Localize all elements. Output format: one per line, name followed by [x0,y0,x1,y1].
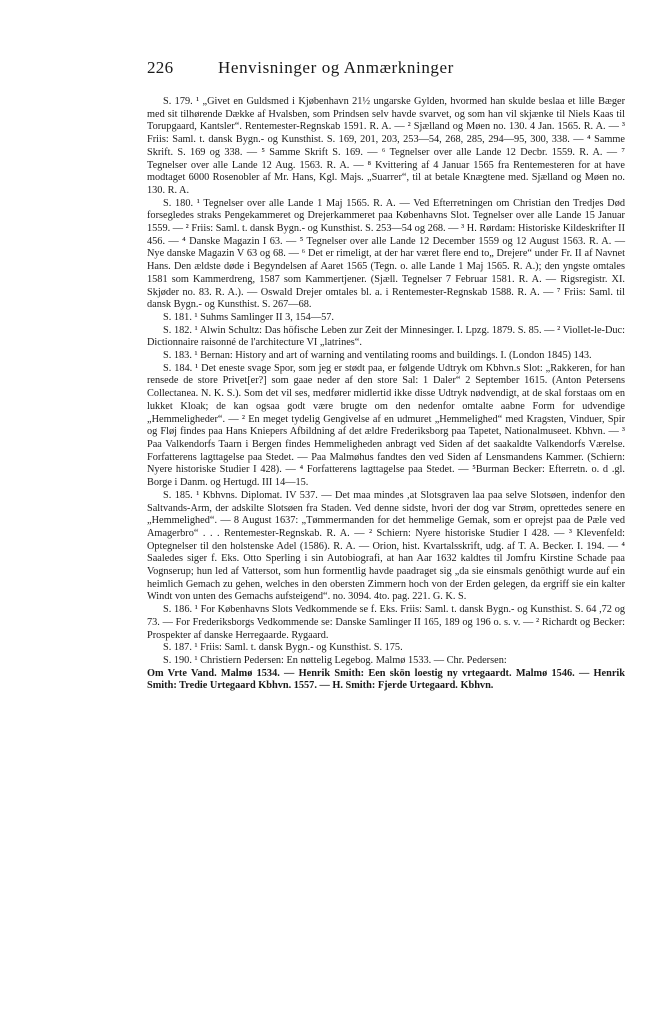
note-paragraph: S. 190. ¹ Christiern Pedersen: En nøttelig Legebog. Malmø 1533. — Chr. Pedersen: [163,654,507,666]
running-title: Henvisninger og Anmærkninger [218,58,454,77]
note-paragraph: S. 181. ¹ Suhms Samlinger II 3, 154—57. [163,311,334,323]
note-paragraph: S. 185. ¹ Kbhvns. Diplomat. IV 537. — Det maa mindes ,at Slotsgraven laa paa selve Slotsøen, indenfor den Saltvands-Arm, der adskilte Slotsøen fra Staden. Ved denne sidste, hvori der dog var Strøm, oprettedes senere en „Hemmelighed“. — 8 August 1637: „Tømmermanden for det hemmelige Gemak, som er oprejst paa de Pæle ved Amagerbro“ . . . Rentemester-Regnskab. R. A. — ² Schiern: Nyere historiske Studier I 428. — ³ Klevenfeld: Optegnelser til den holstenske Adel (1586). R. A. — Orion, hist. Kvartalsskrift, udg. af T. A. Becker. I. 194. — ⁴ Saaledes siger f. Eks. Otto Sperling i sin Autobiografi, at han Aar 1632 kaldtes til Jomfru Kirstine Schade paa Vognserup; hun led af Vattersot, som hun formentlig havde paadraget sig „da sie einsmals genöthigt wurde auf ein heimlich Gemach zu gehen, welches in den obersten Zimmern hoch von der Erden gelegen, da ergriff sie ein kalter Windt von unten des Gemachs aufsteigend“. no. 3094. 4to. pag. 221. G. K. S. [147,489,625,603]
page-header [0,58,672,82]
bold-references: Om Vrte Vand. Malmø 1534. — Henrik Smith: Een skön loestig ny vrtegaardt. Malmø 1546. — Henrik Smith: Tredie Urtegaard Kbhvn. 1557. — H. Smith: Fjerde Urtegaard. Kbhvn. [147,667,625,692]
note-paragraph: S. 184. ¹ Det eneste svage Spor, som jeg er stødt paa, er følgende Udtryk om Kbhvn.s Slot: „Rakkeren, for han rensede de store Privet[er?] som gaae neder af den store Sal: 1 Daler“ 2 September 1615. (Anton Petersens Collectanea. N. K. S.). Som det vil ses, medfører midlertid ikke disse Udtryk nødvendigt, at de skal forstaas om en lukket Kloak; de kan ogsaa godt være brugte om den nedenfor omtalte aabne Form for udvendige „Hemmeligheder“. — ² En meget tydelig Gengivelse af en udmuret „Hemmelighed“ med Kragsten, Vinduer, Spir og Fløj findes paa Hans Kniepers Afbildning af det ældre Frederiksborg paa Tapetet, Nationalmuseet. Kbhvn. — ³ Paa Valkendorfs Taarn i Bergen findes Hemmeligheden anbragt ved Siden af det saakaldte Valkendorfs Værelse. Forfatterens lagttagelse paa Stedet. — Paa Malmøhus fandtes den ved Siden af Lensmandens Kammer. (Schiern: Nyere historiske Studier I 428). — ⁴ Forfatterens lagttagelse paa Stedet. — ⁵Burman Becker: Efterretn. o. d .gl. Borge i Danm. og Hertugd. III 14—15. [147,362,625,489]
note-paragraph: S. 180. ¹ Tegnelser over alle Lande 1 Maj 1565. R. A. — Ved Efterretningen om Christian den Tredjes Død forsegledes straks Pengekammeret og Drejerkammeret paa Københavns Slot. Tegnelser over alle Lande 15 Januar 1559. — ² Friis: Saml. t. dansk Bygn.- og Kunsthist. S. 253—54 og 268. — ³ H. Rørdam: Historiske Kildeskrifter II 456. — ⁴ Danske Magazin I 63. — ⁵ Tegnelser over alle Lande 12 December 1559 og 12 August 1563. R. A. — Nye danske Magazin V 63 og 68. — ⁶ Det er rimeligt, at der har været flere end to„ Drejere“ under Fr. II af Navnet Hans. Den ældste døde i Begyndelsen af Aaret 1565 (Tegn. o. alle Lande 1 Maj 1565. R. A.); den yngste omtales 1581 som Kammerdreng, 1587 som Kammertjener. (Sjæll. Tegnelser 7 Februar 1581. R. A. — Rigsregistr. XI. Skjøder no. 83. R. A.). — Oswald Drejer omtales bl. a. i Rentemester-Regnskab 1588. R. A. — ⁷ Friis: Saml. til dansk Bygn.- og Kunsthist. S. 267—68. [147,197,625,311]
notes-body [147,96,625,693]
note-paragraph: S. 186. ¹ For Københavns Slots Vedkommende se f. Eks. Friis: Saml. t. dansk Bygn.- og Kunsthist. S. 64 ,72 og 73. — For Frederiksborgs Vedkommende se: Danske Samlinger II 165, 189 og 196 o. s. v. — ² Richardt og Becker: Prospekter af danske Herregaarde. Rygaard. [147,604,625,641]
note-paragraph: S. 182. ¹ Alwin Schultz: Das höfische Leben zur Zeit der Minnesinger. I. Lpzg. 1879. S. 85. — ² Viollet-le-Duc: Dictionnaire raisonné de l'architecture VI „latrines“. [147,324,625,349]
page-number: 226 [147,58,174,77]
note-paragraph: S. 183. ¹ Bernan: History and art of warning and ventilating rooms and buildings. I. (London 1845) 143. [163,350,592,362]
note-paragraph: S. 187. ¹ Friis: Saml. t. dansk Bygn.- og Kunsthist. S. 175. [163,642,403,654]
note-paragraph: S. 179. ¹ „Givet en Guldsmed i Kjøbenhavn 21½ ungarske Gylden, hvormed han skulde beslaa et lille Bæger med sit tilhørende Dække af Hvalsben, som Prindsen selv havde svarvet, og som han vil skjænke til Niels Kaas til Torupgaard, Kantsler“. Rentemester-Regnskab 1591. R. A. — ² Sjælland og Møen no. 130. 4 Jan. 1565. R. A. — ³ Friis: Saml. t. dansk Bygn.- og Kunsthist. S. 169, 201, 203, 253—54, 268, 285, 294—95, 300, 338. — ⁴ Samme Skrift. S. 169 og 338. — ⁵ Samme Skrift S. 169. — ⁶ Tegnelser over alle Lande 12 Decbr. 1559. R. A. — ⁷ Tegnelser over alle Lande 12 Aug. 1563. R. A. — ⁸ Kvittering af 4 Januar 1565 fra Rentemesteren for at have modtaget 6000 Rosenobler af Mr. Hans, Kgl. Majs. „Suarrer“, til at betale Knægtene med. Sjælland og Møen no. 130. R. A. [147,96,625,196]
